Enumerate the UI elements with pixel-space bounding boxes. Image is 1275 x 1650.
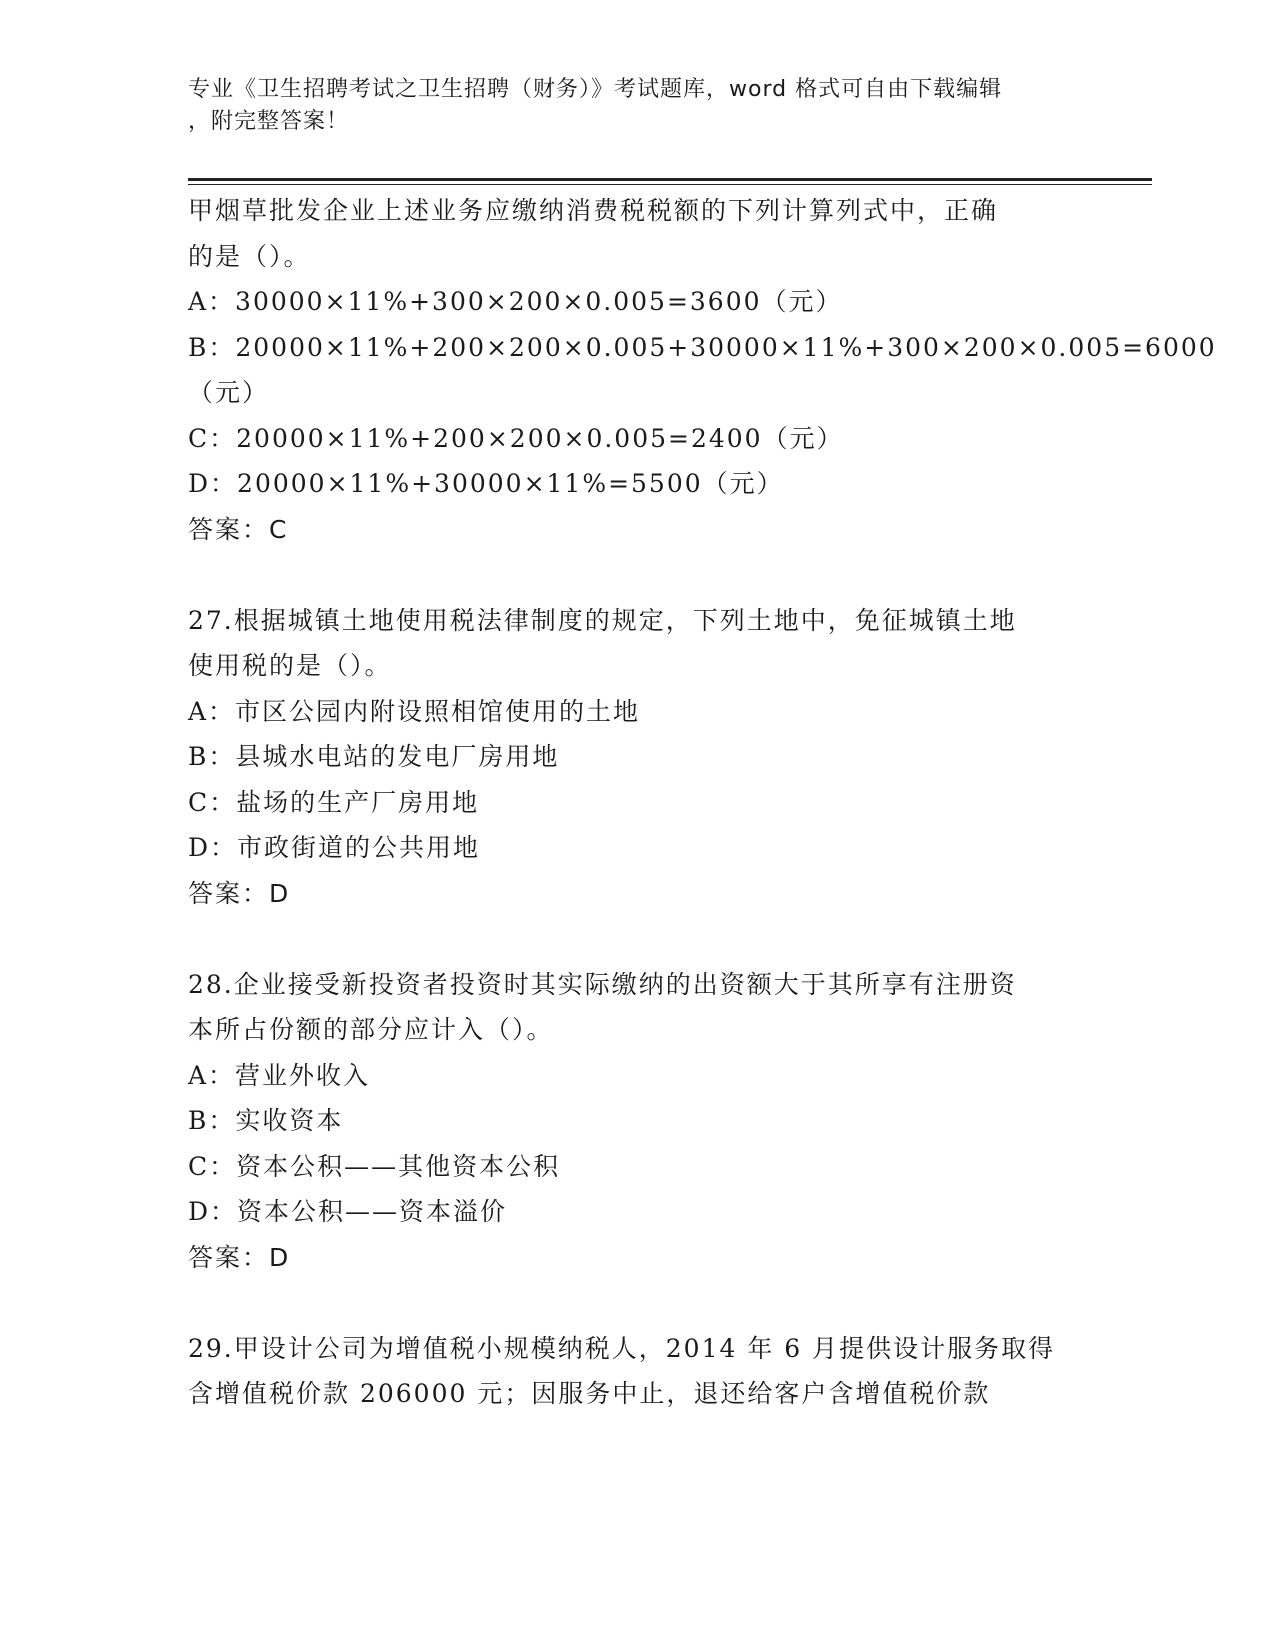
question-28-option-c: C：资本公积——其他资本公积 (188, 1151, 561, 1181)
question-26-option-a: A：30000×11%+300×200×0.005=3600（元） (188, 287, 843, 316)
question-spacer (188, 916, 1088, 962)
question-27-option-d: D：市政街道的公共用地 (188, 833, 481, 862)
question-28-stem-line-1: 28.企业接受新投资者投资时其实际缴纳的出资额大于其所享有注册资 (188, 969, 1017, 999)
question-29 (188, 1326, 1088, 1417)
question-27 (188, 598, 1088, 917)
question-spacer (188, 1280, 1088, 1326)
header-line-2: ，附完整答案！ (188, 109, 350, 134)
question-28-option-d: D：资本公积——资本溢价 (188, 1197, 508, 1226)
header-divider-thick (188, 178, 1152, 181)
question-26-option-d: D：20000×11%+30000×11%=5500（元） (188, 469, 784, 498)
question-29-stem-line-1: 29.甲设计公司为增值税小规模纳税人，2014 年 6 月提供设计服务取得 (188, 1333, 1056, 1363)
question-28-answer: 答案：D (188, 1242, 291, 1272)
question-list (188, 188, 1217, 1417)
document-header (188, 74, 1068, 138)
question-28-option-b: B：实收资本 (188, 1106, 344, 1135)
question-26-option-b-line-2: （元） (188, 378, 270, 407)
question-27-answer: 答案：D (188, 878, 291, 908)
question-26-option-b-line-1: B：20000×11%+200×200×0.005+30000×11%+300×200×0.005=6000 (188, 332, 1217, 362)
question-26 (188, 188, 1217, 552)
question-28-stem-line-2: 本所占份额的部分应计入（）。 (188, 1015, 554, 1044)
question-26-stem-line-2: 的是（）。 (188, 241, 311, 271)
header-line-1: 专业《卫生招聘考试之卫生招聘（财务）》考试题库，word 格式可自由下载编辑 (188, 77, 1003, 102)
question-27-stem-line-2: 使用税的是（）。 (188, 651, 392, 680)
question-spacer (188, 552, 1088, 598)
header-divider-thin (188, 184, 1152, 185)
question-28-option-a: A：营业外收入 (188, 1060, 371, 1090)
question-29-stem-line-2: 含增值税价款 206000 元；因服务中止，退还给客户含增值税价款 (188, 1379, 991, 1408)
question-27-stem-line-1: 27.根据城镇土地使用税法律制度的规定，下列土地中，免征城镇土地 (188, 605, 1017, 635)
question-27-option-a: A：市区公园内附设照相馆使用的土地 (188, 696, 641, 726)
question-26-answer: 答案：C (188, 514, 289, 544)
question-26-option-c: C：20000×11%+200×200×0.005=2400（元） (188, 423, 844, 453)
question-27-option-c: C：盐场的生产厂房用地 (188, 787, 480, 817)
question-28 (188, 962, 1088, 1281)
question-27-option-b: B：县城水电站的发电厂房用地 (188, 742, 560, 771)
question-26-stem-line-1: 甲烟草批发企业上述业务应缴纳消费税税额的下列计算列式中，正确 (188, 196, 999, 225)
